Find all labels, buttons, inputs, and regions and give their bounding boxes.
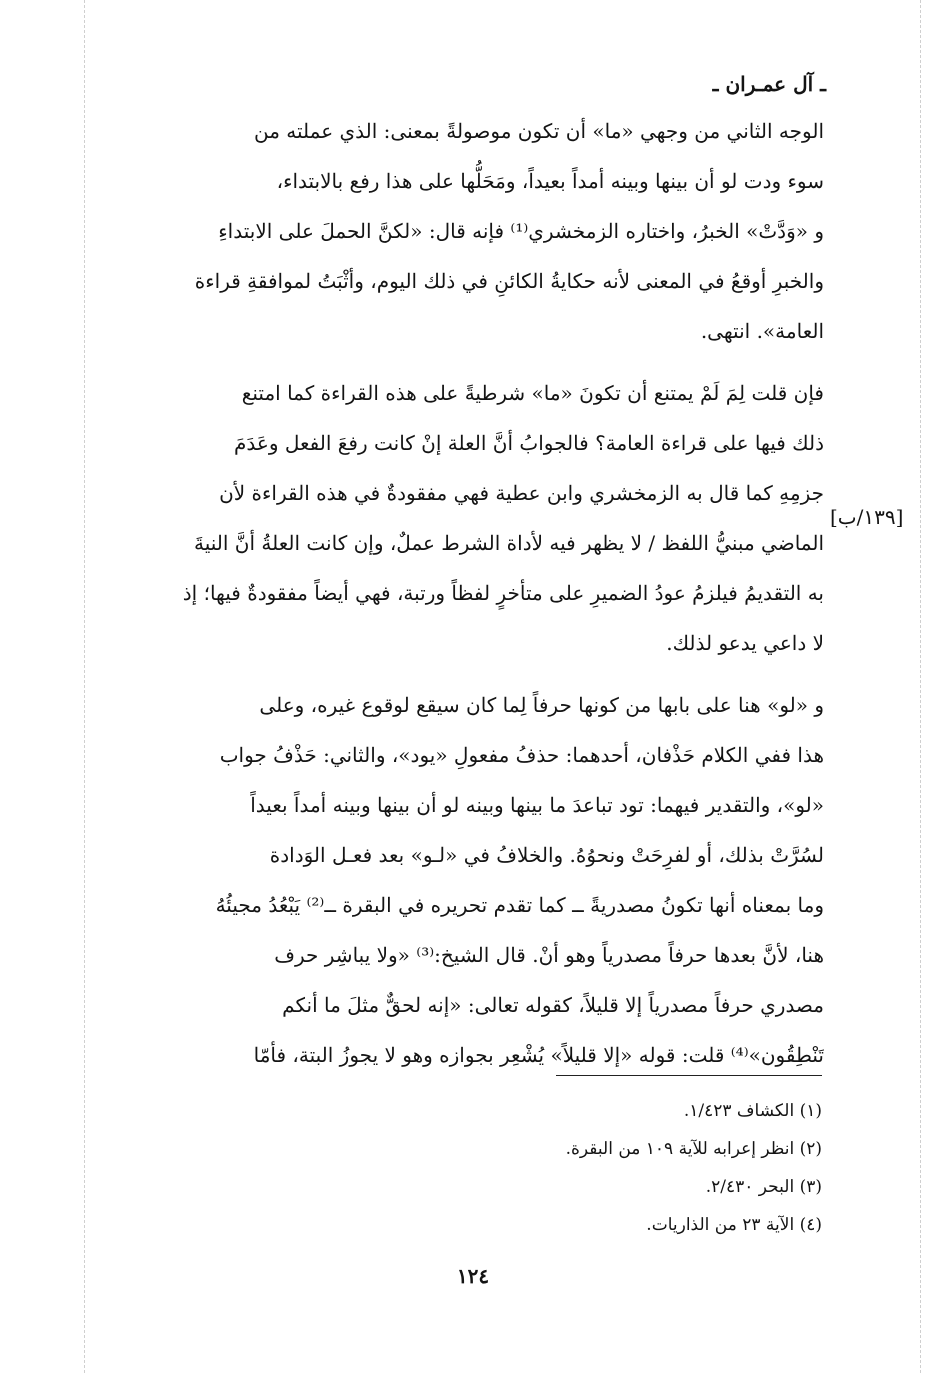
footnote: (٣) البحر ٢/٤٣٠. [705,1177,822,1197]
footnotes [566,1092,822,1244]
footnote: (٤) الآية ٢٣ من الذاريات. [646,1215,822,1235]
text-line: جزمِهِ كما قال به الزمخشري وابن عطية فهي مفقودةٌ في هذه القراءة لأن [219,481,824,505]
page-number: ١٢٤ [456,1264,490,1288]
text-line: الماضي مبنيُّ اللفظ / لا يظهر فيه لأداة الشرط عملٌ، وإن كانت العلةُ أنَّ النيةَ [194,531,824,555]
paragraph-1 [104,106,824,356]
text-line: و «لو» هنا على بابها من كونها حرفاً لِما كان سيقع لوقوع غيره، وعلى [259,693,824,717]
footnote: (١) الكشاف ١/٤٢٣. [683,1101,822,1121]
text-line: «لو»، والتقدير فيهما: تود تباعدَ ما بينها وبينه لو أن بينها وبينه أمداً بعيداً [250,793,824,817]
text-line: هنا، لأنَّ بعدها حرفاً مصدرياً وهو أنْ. قال الشيخ:⁽³⁾ «ولا يباشِر حرف [274,943,824,967]
text-line: سوء ودت لو أن بينها وبينه أمداً بعيداً، ومَحَلُّها على هذا رفع بالابتداء، [276,169,824,193]
text-line: هذا ففي الكلام حَذْفان، أحدهما: حذفُ مفعولِ «يود»، والثاني: حَذْفُ جواب [219,743,824,767]
main-text [104,106,824,1092]
text-line: لسُرَّتْ بذلك، أو لفرِحَتْ ونحوُهُ. والخلافُ في «لـو» بعد فعـل الوَدادة [269,843,824,867]
text-line: ذلك فيها على قراءة العامة؟ فالجوابُ أنَّ العلة إنْ كانت رفعَ الفعل وعَدَمَ [234,431,824,455]
text-line: مصدري حرفاً مصدرياً إلا قليلاً، كقوله تعالى: «إنه لحقٌّ مثلَ ما أنكم [282,993,824,1017]
right-margin-guide [920,0,921,1373]
paragraph-2 [104,368,824,668]
text-line: فإن قلت لِمَ لَمْ يمتنع أن تكونَ «ما» شرطيةً على هذه القراءة كما امتنع [241,381,824,405]
text-line: و «وَدَّتْ» الخبرُ، واختاره الزمخشري⁽¹⁾ فإنه قال: «لكنَّ الحملَ على الابتداءِ [218,219,824,243]
text-line: والخبرِ أوقعُ في المعنى لأنه حكايةُ الكائنِ في ذلك اليوم، وأثْبَتُ لموافقةِ قراءة [194,269,824,293]
text-line: العامة». انتهى. [700,319,824,343]
text-line: تَنْطِقُون»⁽⁴⁾ قلت: قوله «إلا قليلاً» يُشْعِر بجوازه وهو لا يجوزُ البتة، فأمّا [253,1043,824,1067]
running-header: ـ آل عمـران ـ [712,72,826,96]
text-line: الوجه الثاني من وجهي «ما» أن تكون موصولةً بمعنى: الذي عملته من [253,119,824,143]
text-line: لا داعي يدعو لذلك. [666,631,824,655]
left-margin-guide [84,0,85,1373]
text-line: وما بمعناه أنها تكونُ مصدريةً ــ كما تقدم تحريره في البقرة ــ⁽²⁾ يَبْعُدُ مجيئُهُ [215,893,824,917]
text-line: به التقديمُ فيلزمُ عودُ الضميرِ على متأخرٍ لفظاً ورتبة، فهي أيضاً مفقودةٌ فيها؛ إذ [182,581,824,605]
footnote-separator [556,1075,822,1076]
paragraph-3 [104,680,824,1080]
footnote: (٢) انظر إعرابه للآية ١٠٩ من البقرة. [565,1139,822,1159]
manuscript-folio-note: [١٣٩/ب] [830,505,904,529]
